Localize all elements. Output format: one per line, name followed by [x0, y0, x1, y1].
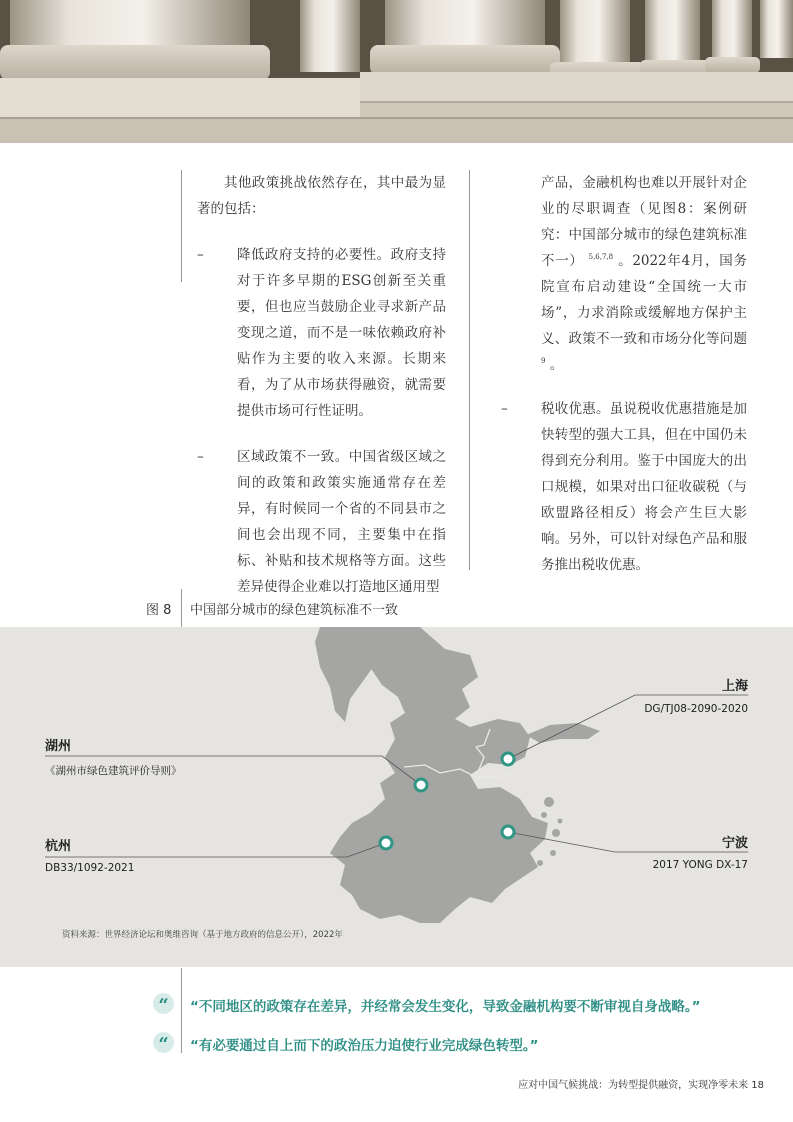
- city-standard-hangzhou: DB33/1092-2021: [45, 862, 135, 874]
- continuation-text: 。2022年4月，国务院宣布启动建设“全国统一大市场”，力求消除或缓解地方保护主义、政策不一致和市场分化等问题: [541, 253, 748, 347]
- small-island: [550, 850, 556, 856]
- small-island: [544, 797, 554, 807]
- footer-title: 应对中国气候挑战：为转型提供融资，实现净零未来: [518, 1080, 749, 1091]
- small-island: [552, 829, 560, 837]
- bullet-regional-policy: [197, 444, 446, 600]
- figure-caption-rule: [181, 589, 182, 627]
- small-island: [537, 860, 543, 866]
- huzhou-marker: [415, 779, 427, 791]
- small-island: [558, 819, 563, 824]
- page-footer: [518, 1076, 764, 1091]
- ningbo-marker: [502, 826, 514, 838]
- bullet-government-support: [197, 242, 446, 424]
- footnote-ref: 9: [541, 357, 546, 365]
- continuation-paragraph: [501, 170, 747, 378]
- column-rule-middle: [469, 170, 470, 570]
- intro-paragraph: 其他政策挑战依然存在，其中最为显著的包括：: [197, 175, 446, 217]
- right-text-column: [501, 170, 747, 578]
- small-island: [541, 812, 547, 818]
- city-label-hangzhou: 杭州: [45, 839, 72, 854]
- quote-mark-icon: “: [153, 1032, 174, 1053]
- bullet-text: 税收优惠。虽说税收优惠措施是加快转型的强大工具，但在中国仍未得到充分利用。鉴于中国庞大的出口规模，如果对出口征收碳税（与欧盟路径相反）将会产生巨大影响。另外，可以针对绿色产品和服务推出税收优惠。: [541, 401, 747, 573]
- city-label-shanghai: 上海: [721, 679, 748, 694]
- city-standard-shanghai: DG/TJ08-2090-2020: [644, 703, 748, 715]
- page-number: 18: [751, 1080, 764, 1091]
- footnote-refs: 5,6,7,8: [588, 253, 614, 261]
- column-rule-left: [181, 170, 182, 282]
- left-text-column: [197, 170, 446, 600]
- city-standard-ningbo: 2017 YONG DX-17: [652, 859, 748, 871]
- bullet-dash: –: [197, 449, 204, 465]
- bullet-text: 降低政府支持的必要性。政府支持对于许多早期的ESG创新至关重要，但也应当鼓励企业寻求新产品变现之道，而不是一味依赖政府补贴作为主要的收入来源。长期来看，为了从市场获得融资，就需要提供市场可行性证明。: [237, 247, 446, 419]
- northern-land-shape: [315, 627, 380, 722]
- island-shape: [526, 723, 600, 743]
- continuation-text: 产品，金融机构也难以开展针对企业的尽职调查（见图8：案例研究：中国部分城市的绿色建筑标准不一）: [541, 175, 747, 269]
- figure-source: 资料来源：世界经济论坛和奥维咨询（基于地方政府的信息公开），2022年: [62, 930, 343, 940]
- continuation-text: 。: [545, 357, 564, 373]
- shanghai-marker: [502, 753, 514, 765]
- bullet-dash: –: [197, 247, 204, 263]
- city-standard-huzhou: 《湖州市绿色建筑评价导则》: [45, 765, 182, 777]
- figure-label: 图 8: [146, 603, 172, 618]
- bullet-dash: –: [501, 401, 508, 417]
- hangzhou-marker: [380, 837, 392, 849]
- city-standards-map: [0, 627, 793, 967]
- hero-photo-columns: [0, 0, 793, 143]
- pull-quote-1: “不同地区的政策存在差异，并经常会发生变化，导致金融机构要不断审视自身战略。”: [190, 999, 701, 1015]
- quote-rule: [181, 968, 182, 1053]
- map-illustration: [0, 627, 793, 967]
- quote-mark-icon: “: [153, 993, 174, 1014]
- bullet-tax-incentives: [501, 396, 747, 578]
- bullet-text: 区域政策不一致。中国省级区域之间的政策和政策实施通常存在差异，有时候同一个省的不同县市之间也会出现不同，主要集中在指标、补贴和技术规格等方面。这些差异使得企业难以打造地区通用型: [237, 449, 446, 595]
- city-label-ningbo: 宁波: [721, 836, 748, 851]
- pull-quote-2: “有必要通过自上而下的政治压力迫使行业完成绿色转型。”: [190, 1038, 539, 1054]
- columns-illustration: [0, 0, 793, 143]
- city-label-huzhou: 湖州: [45, 739, 72, 754]
- figure-title: 中国部分城市的绿色建筑标准不一致: [190, 603, 399, 618]
